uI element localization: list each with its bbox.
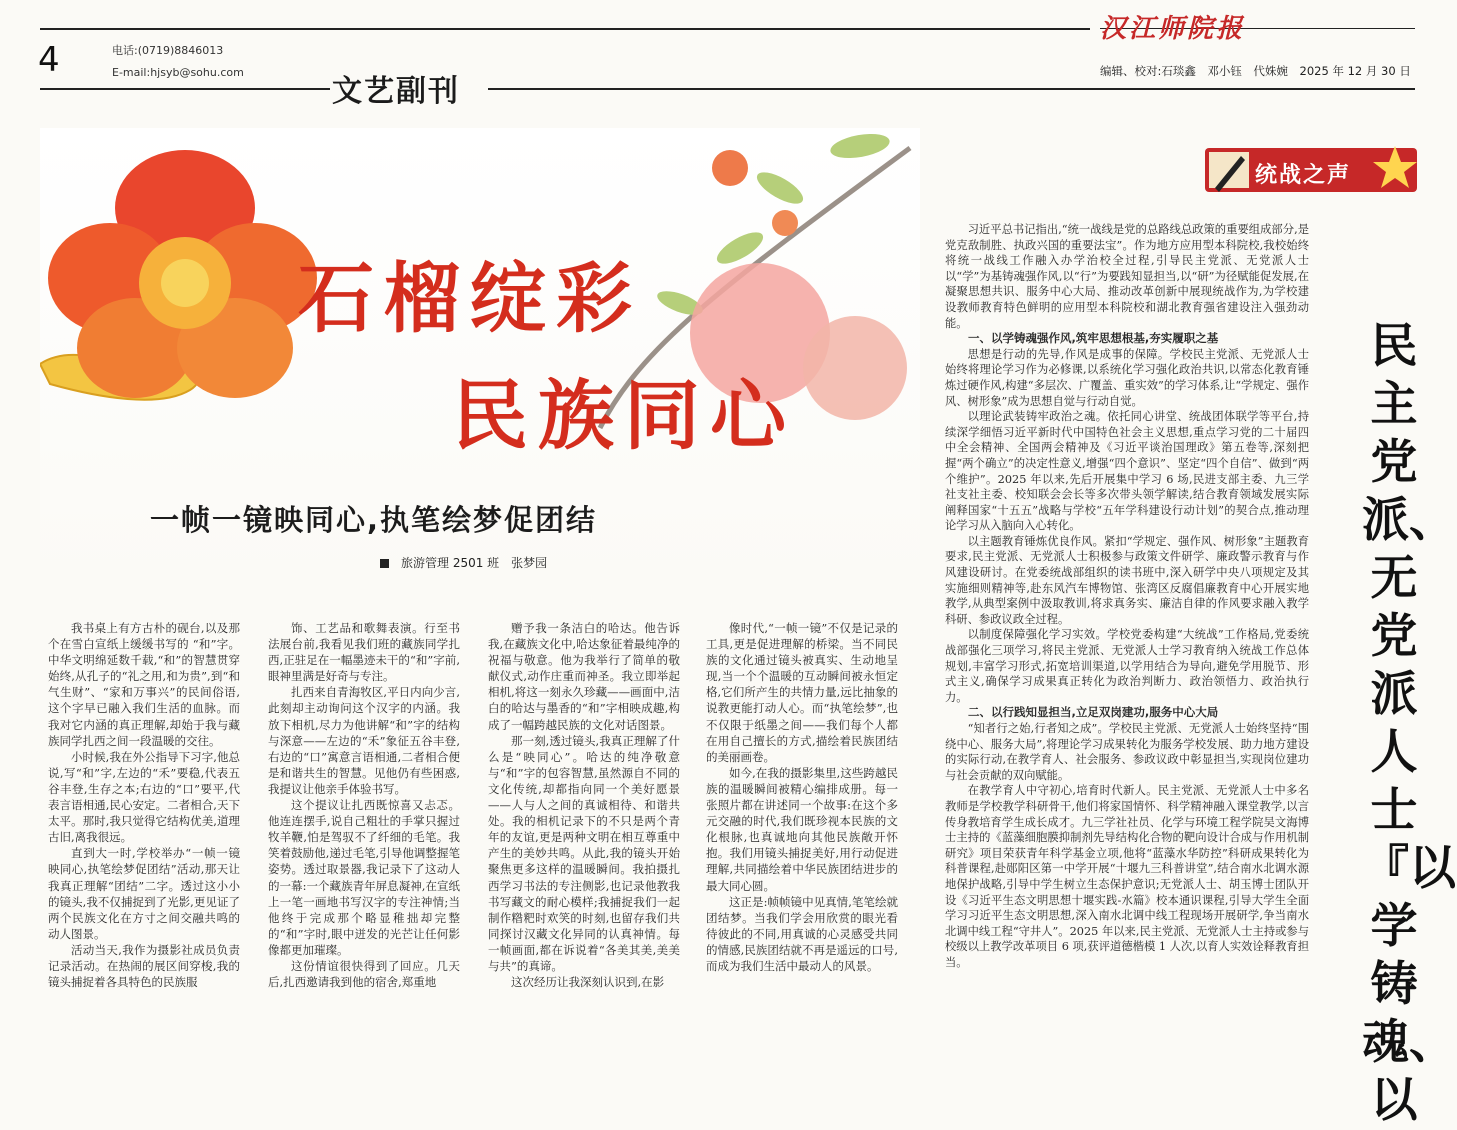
email-address: E-mail:hjsyb@sohu.com (112, 66, 244, 79)
paragraph: 在教学育人中守初心,培育时代新人。民主党派、无党派人士中多名教师是学校教学科研骨干,他们将家国情怀、科学精神融入课堂教学,以言传身教培育学生成长成才。九三学社社员、化学与环境工程学院吴文海博士主持的《蓝藻细胞膜抑制剂先导结构化合物的靶向设计合成与作用机制研究》项目荣获青年科学基金立项,他将“蓝藻水华防控”科研成果转化为科普课程,赴郧阳区第一中学开展“十堰九三科普讲堂”,结合南水北调水源地保护战略,引导中学生树立生态保护意识;无党派人士、胡玉博士团队开设《习近平生态文明思想十堰实践-水篇》校本通识课程,引导大学生全面学习习近平生态文明思想,深入南水北调中线工程现场开展研学,争当南水北调中线工程“守井人”。2025 年以来,民主党派、无党派人士主持或参与校级以上教学改革项目 6 项,获评道德楷模 1 人次,以育人实效诠释教育担当。 (945, 784, 1309, 969)
paragraph: 小时候,我在外公指导下习字,他总说,写“和”字,左边的“禾”要稳,代表五谷丰登,生存之本;右边的“口”要平,代表言语相通,民心安定。二者相合,天下太平。那时,我只觉得它结构优美,道理古旧,离我很远。 (48, 749, 240, 845)
vertical-headline: 民主党派、无党派人士『以学铸魂、以 (1362, 319, 1456, 1128)
paragraph: 这个提议让扎西既惊喜又忐忑。他连连摆手,说自己粗壮的手掌只握过牧羊鞭,怕是驾驭不了纤细的毛笔。我笑着鼓励他,递过毛笔,引导他调整握笔姿势。透过取景器,我记录下了这动人的一幕:一个藏族青年屏息凝神,在宣纸上一笔一画地书写汉字的专注神情;当他终于完成那个略显稚拙却完整的“和”字时,眼中迸发的光芒让任何影像都更加璀璨。 (268, 798, 460, 957)
paragraph: 这份情谊很快得到了回应。几天后,扎西邀请我到他的宿舍,郑重地 (268, 958, 460, 990)
byline-text: 旅游管理 2501 班 张梦园 (401, 556, 548, 570)
article-subtitle: 一帧一镜映同心,执笔绘梦促团结 (150, 503, 598, 537)
paragraph: 饰、工艺品和歌舞表演。行至书法展台前,我看见我们班的藏族同学扎西,正驻足在一幅墨迹未干的“和”字前,眼神里满是好奇与专注。 (268, 621, 460, 684)
paragraph: “知者行之始,行者知之成”。学校民主党派、无党派人士始终坚持“围绕中心、服务大局”,将理论学习成果转化为服务学校发展、助力地方建设的实际行动,在教学育人、社会服务、参政议政中彰显担当,实现岗位建功与社会贡献的双向赋能。 (945, 722, 1309, 782)
phone-number: 电话:(0719)8846013 (112, 44, 224, 57)
top-rule (40, 28, 1090, 30)
editors: 编辑、校对:石琰鑫 邓小钰 代姝婉 (1100, 64, 1288, 78)
section-title: 文艺副刊 (332, 74, 460, 109)
paragraph: 赠予我一条洁白的哈达。他告诉我,在藏族文化中,哈达象征着最纯净的祝福与敬意。他为我举行了简单的敬献仪式,动作庄重而神圣。我立即举起相机,将这一刻永久珍藏——画面中,洁白的哈达与墨香的“和”字相映成趣,构成了一幅跨越民族的文化对话图景。 (488, 621, 680, 732)
header-rule-right (488, 88, 1415, 90)
banner-title-line2: 民族同心 (452, 371, 796, 460)
paragraph: 那一刻,透过镜头,我真正理解了什么是“映同心”。哈达的纯净敬意与“和”字的包容智慧,虽然源自不同的文化传统,却都指向同一个美好愿景——人与人之间的真诚相待、和谐共处。我的相机记录下的不只是两个青年的友谊,更是两种文明在相互尊重中产生的美妙共鸣。从此,我的镜头开始聚焦更多这样的温暖瞬间。我拍摄扎西学习书法的专注侧影,也记录他教我书写藏文的耐心模样;我捕捉我们一起制作糌粑时欢笑的时刻,也留存我们共同探讨汉藏文化异同的认真神情。每一帧画面,都在诉说着“各美其美,美美与共”的真谛。 (488, 733, 680, 973)
article-column-3 (488, 620, 680, 1036)
paragraph: 活动当天,我作为摄影社成员负责记录活动。在热闹的展区间穿梭,我的镜头捕捉着各具特色的民族服 (48, 942, 240, 990)
column-badge-label: 统战之声 (1255, 163, 1352, 188)
paragraph: 我书桌上有方古朴的砚台,以及那个在雪白宣纸上缓缓书写的 “和”字。中华文明绵延数千载,“和”的智慧贯穿始终,从孔子的“礼之用,和为贵”,到“和气生财”、“家和万事兴”的民间俗语,这个字早已融入我们生活的血脉。而我对它内涵的真正理解,却始于我与藏族同学扎西之间一段温暖的交往。 (48, 621, 240, 748)
paragraph: 以理论武装铸牢政治之魂。依托同心讲堂、统战团体联学等平台,持续深学细悟习近平新时代中国特色社会主义思想,重点学习党的二十届四中全会精神、全国两会精神及《习近平谈治国理政》第五卷等,深刻把握“两个确立”的决定性意义,增强“四个意识”、坚定“四个自信”、做到“两个维护”。2025 年以来,先后开展集中学习 6 场,民进支部主委、九三学社支社主委、校知联会会长等多次带头领学解读,结合教育领域发展实际阐释国家“十五五”战略与学校“五年学科建设行动计划”的契合点,推动理论学习从入脑向入心转化。 (945, 410, 1309, 533)
square-bullet-icon (380, 559, 389, 568)
editor-line (1100, 63, 1419, 79)
page-number: 4 (38, 40, 60, 80)
paragraph: 以主题教育锤炼优良作风。紧扣“学规定、强作风、树形象”主题教育要求,民主党派、无党派人士积极参与政策文件研学、廉政警示教育与作风建设研讨。在党委统战部组织的读书班中,深入研学中央八项规定及其实施细则精神等,赴东风汽车博物馆、张湾区反腐倡廉教育中心开展实地教学,从典型案例中汲取教训,将求真务实、廉洁自律的作风要求融入教学科研、参政议政全过程。 (945, 534, 1309, 626)
issue-date: 2025 年 12 月 30 日 (1299, 64, 1411, 78)
pomegranate-flower-icon (48, 150, 317, 398)
header-rule-left (40, 88, 330, 90)
paragraph: 直到大一时,学校举办“一帧一镜映同心,执笔绘梦促团结”活动,那天让我真正理解“团结”二字。透过这小小的镜头,我不仅捕捉到了光影,更见证了两个民族文化在方寸之间交融共鸣的动人图景。 (48, 846, 240, 941)
right-article (945, 222, 1309, 1036)
banner-title-line1: 石榴绽彩 (298, 254, 642, 343)
article-byline (380, 554, 547, 571)
article-column-1 (48, 620, 240, 1036)
section-heading-2: 二、以行践知显担当,立足双岗建功,服务中心大局 (968, 705, 1219, 720)
newspaper-logo: 汉江师院报 (1100, 14, 1246, 44)
paragraph: 思想是行动的先导,作风是成事的保障。学校民主党派、无党派人士始终将理论学习作为必修课,以系统化学习强化政治共识,以常态化教育锤炼过硬作风,构建“多层次、广覆盖、重实效”的学习体系,让“学规定、强作风、树形象”成为思想自觉与行动自觉。 (945, 347, 1309, 408)
paragraph: 如今,在我的摄影集里,这些跨越民族的温暖瞬间被精心编排成册。每一张照片都在讲述同一个故事:在这个多元交融的时代,我们既珍视本民族的文化根脉,也真诚地向其他民族敞开怀抱。我们用镜头捕捉美好,用行动促进理解,共同描绘着中华民族团结进步的最大同心圆。 (706, 765, 898, 893)
paragraph: 这正是:帧帧镜中见真情,笔笔绘就团结梦。当我们学会用欣赏的眼光看待彼此的不同,用真诚的心灵感受共同的情感,民族团结就不再是遥远的口号,而成为我们生活中最动人的风景。 (706, 894, 898, 973)
article-column-4 (706, 620, 898, 1036)
paragraph: 这次经历让我深刻认识到,在影 (511, 975, 665, 990)
contact-info (112, 40, 244, 84)
paragraph: 以制度保障强化学习实效。学校党委构建“大统战”工作格局,党委统战部强化三项学习,将民主党派、无党派人士学习教育纳入统战工作总体规划,丰富学习形式,拓宽培训渠道,以学用结合为导向,避免学用脱节、形式主义,确保学习成果真正转化为政治判断力、政治领悟力、政治执行力。 (945, 628, 1309, 704)
paragraph: 扎西来自青海牧区,平日内向少言,此刻却主动询问这个汉字的内涵。我放下相机,尽力为他讲解“和”字的结构与深意——左边的“禾”象征五谷丰登,右边的“口”寓意言语相通,二者相合便是和谐共生的智慧。见他仍有些困惑,我提议让他亲手体验书写。 (268, 685, 460, 796)
article-column-2 (268, 620, 460, 1036)
section-heading-1: 一、以学铸魂强作风,筑牢思想根基,夯实履职之基 (968, 331, 1219, 346)
paragraph: 像时代,“一帧一镜”不仅是记录的工具,更是促进理解的桥梁。当不同民族的文化通过镜头被真实、生动地呈现,当一个个温暖的互动瞬间被永恒定格,它们所产生的共情力量,远比抽象的说教更能打动人心。而“执笔绘梦”,也不仅限于纸墨之间——我们每个人都在用自己擅长的方式,描绘着民族团结的美丽画卷。 (706, 621, 898, 764)
intro-paragraph: 习近平总书记指出,“统一战线是党的总路线总政策的重要组成部分,是党克敌制胜、执政兴国的重要法宝”。作为地方应用型本科院校,我校始终将统一战线工作融入办学治校全过程,引导民主党派、无党派人士以“学”为基铸魂强作风,以“行”为要践知显担当,以“研”为径赋能促发展,在凝聚思想共识、服务中心大局、推动改革创新中展现统战作为,为学校建设教师教育特色鲜明的应用型本科院校和湖北教育强省建设注入强劲动能。 (945, 223, 1309, 330)
